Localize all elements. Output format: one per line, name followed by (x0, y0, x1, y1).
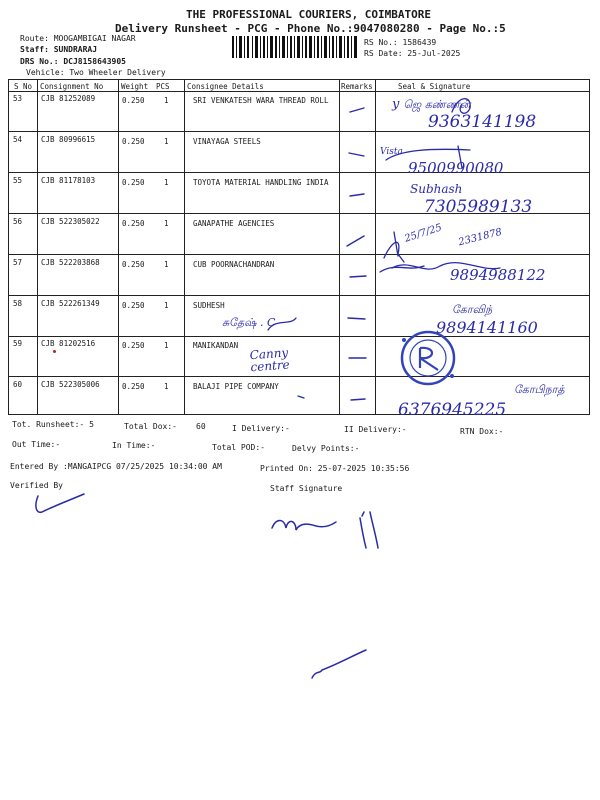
col-seal-signature: Seal & Signature (398, 82, 471, 91)
row-consignment: CJB 522261349 (41, 299, 100, 308)
row-consignee: GANAPATHE AGENCIES (193, 219, 275, 228)
runsheet-subtitle: Delivery Runsheet - PCG - Phone No.:9047080280 - Page No.:5 (115, 22, 506, 35)
ii-delivery-label: II Delivery:- (344, 425, 407, 434)
handwritten-date: 25/7/25 (403, 222, 444, 245)
rs-date: RS Date: 25-Jul-2025 (364, 49, 461, 58)
handwritten-phone: 9500990080 (408, 159, 504, 177)
entered-by: Entered By :MANGAIPCG 07/25/2025 10:34:00 AM (10, 462, 222, 471)
col-pcs: PCS (156, 82, 170, 91)
row-pcs: 1 (164, 178, 169, 187)
row-pcs: 1 (164, 341, 169, 350)
row-sno: 57 (13, 258, 23, 267)
row-sno: 56 (13, 217, 23, 226)
row-weight: 0.250 (122, 382, 145, 391)
verified-by-label: Verified By (10, 481, 63, 490)
col-consignment: Consignment No (40, 82, 104, 91)
row-sno: 53 (13, 94, 23, 103)
row-weight: 0.250 (122, 96, 145, 105)
total-dox-label: Total Dox:- (124, 422, 177, 431)
drs-number: DRS No.: DCJ8158643905 (20, 57, 126, 66)
handwritten-name: Canny centre (249, 345, 291, 375)
handwritten-phone: 9894141160 (436, 318, 538, 337)
row-pcs: 1 (164, 96, 169, 105)
rtn-dox-label: RTN Dox:- (460, 427, 504, 436)
row-weight: 0.250 (122, 260, 145, 269)
row-pcs: 1 (164, 219, 169, 228)
col-weight: Weight (121, 82, 149, 91)
row-consignee: CUB POORNACHANDRAN (193, 260, 275, 269)
row-pcs: 1 (164, 382, 169, 391)
row-sno: 60 (13, 380, 23, 389)
rs-number: RS No.: 1586439 (364, 38, 437, 47)
row-consignment: CJB 522305006 (41, 380, 100, 389)
row-weight: 0.250 (122, 137, 145, 146)
row-consignment: CJB 81202516 (41, 339, 96, 348)
handwritten-number: 2331878 (457, 226, 504, 249)
total-pod-label: Total POD:- (212, 443, 265, 452)
col-sno: S No (14, 82, 33, 91)
row-consignee: BALAJI PIPE COMPANY (193, 382, 279, 391)
row-consignment: CJB 80996615 (41, 135, 96, 144)
row-sno: 58 (13, 299, 23, 308)
row-consignee: TOYOTA MATERIAL HANDLING INDIA (193, 178, 329, 187)
row-pcs: 1 (164, 260, 169, 269)
col-remarks: Remarks (341, 82, 373, 91)
route-label: Route: MOOGAMBIGAI NAGAR (20, 34, 136, 43)
total-dox-value: 60 (196, 422, 206, 431)
row-sno: 59 (13, 339, 23, 348)
out-time-label: Out Time:- (12, 440, 61, 449)
handwritten-initials: y ஜெ கண்ணன் (392, 97, 471, 112)
tot-runsheet: Tot. Runsheet:- 5 (12, 420, 94, 429)
staff-label: Staff: SUNDRARAJ (20, 45, 98, 54)
handwritten-vista: Vista (380, 147, 403, 157)
row-consignment: CJB 81252089 (41, 94, 96, 103)
row-sno: 55 (13, 176, 23, 185)
col-consignee: Consignee Details (187, 82, 264, 91)
handwritten-phone: 6376945225 (398, 400, 507, 420)
handwritten-tamil-name: கோபிநாத் (514, 383, 565, 396)
handwritten-phone: 9363141198 (428, 112, 537, 132)
handwritten-tamil-name: சுதேஷ் . C (222, 316, 276, 329)
row-sno: 54 (13, 135, 23, 144)
row-weight: 0.250 (122, 301, 145, 310)
row-consignment: CJB 522305022 (41, 217, 100, 226)
in-time-label: In Time:- (112, 441, 156, 450)
i-delivery-label: I Delivery:- (232, 424, 290, 433)
delvy-points-label: Delvy Points:- (292, 444, 360, 453)
handwritten-phone: 9894988122 (450, 266, 546, 284)
vehicle-label: Vehicle: Two Wheeler Delivery (26, 68, 166, 77)
row-pcs: 1 (164, 301, 169, 310)
staff-signature-label: Staff Signature (270, 484, 343, 493)
row-weight: 0.250 (122, 341, 145, 350)
company-title: THE PROFESSIONAL COURIERS, COIMBATORE (186, 8, 432, 21)
printed-on: Printed On: 25-07-2025 10:35:56 (260, 464, 410, 473)
row-consignee: MANIKANDAN (193, 341, 239, 350)
handwritten-tamil-name: கோவிந் (452, 303, 493, 316)
row-weight: 0.250 (122, 219, 145, 228)
handwritten-phone: 7305989133 (424, 197, 533, 217)
row-consignee: SUDHESH (193, 301, 225, 310)
row-weight: 0.250 (122, 178, 145, 187)
handwritten-signature: Subhash (410, 182, 463, 196)
row-consignee: VINAYAGA STEELS (193, 137, 261, 146)
row-consignment: CJB 81178103 (41, 176, 96, 185)
row-consignee: SRI VENKATESH WARA THREAD ROLL (193, 96, 329, 105)
row-consignment: CJB 522203868 (41, 258, 100, 267)
row-pcs: 1 (164, 137, 169, 146)
handwritten-tamil-name: ஜெ கண்ணன் (403, 98, 471, 111)
